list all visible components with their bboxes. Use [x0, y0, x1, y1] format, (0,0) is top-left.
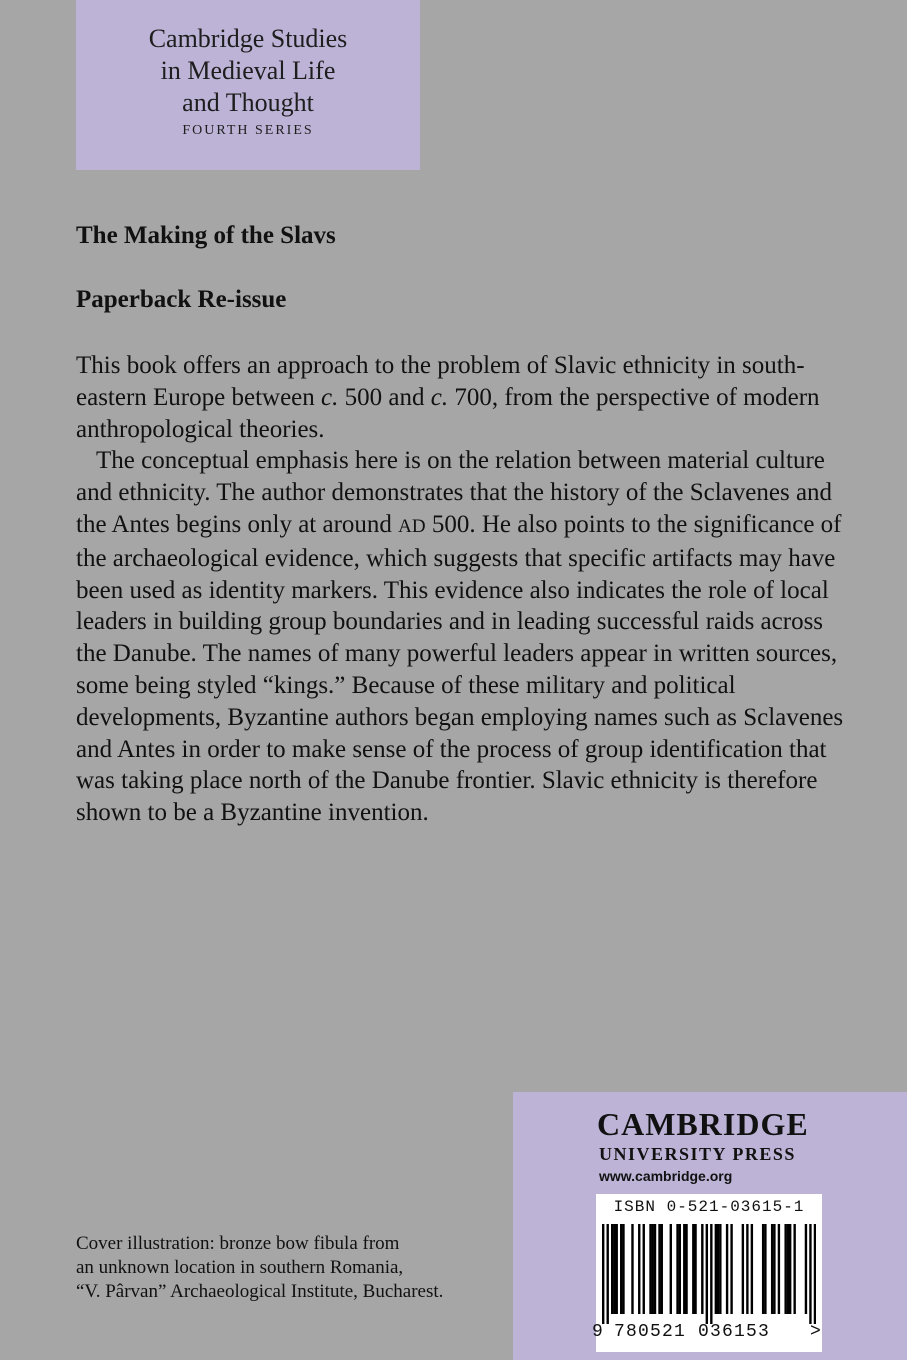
barcode-bar: [622, 1224, 624, 1314]
publisher-name: CAMBRIDGE: [597, 1106, 809, 1142]
credit-line-3: “V. Pârvan” Archaeological Institute, Bucharest.: [76, 1281, 444, 1302]
credit-line-1: Cover illustration: bronze bow fibula from: [76, 1233, 400, 1254]
barcode-bar: [649, 1224, 651, 1314]
barcode-bar: [676, 1224, 678, 1314]
publisher-url: www.cambridge.org: [599, 1168, 733, 1184]
barcode-bar: [719, 1224, 721, 1314]
barcode-bar: [742, 1224, 744, 1314]
barcode-bar: [730, 1224, 732, 1314]
barcode-bar: [787, 1224, 789, 1314]
ad-abbrev: AD: [398, 515, 426, 537]
barcode-bar: [607, 1224, 609, 1324]
blurb-paragraph-1: [76, 350, 846, 445]
barcode-bar: [701, 1224, 703, 1314]
barcode-bar: [814, 1224, 816, 1324]
barcode-bar: [654, 1224, 656, 1314]
barcode-bar: [778, 1224, 780, 1314]
barcode-icon: [602, 1224, 816, 1324]
ean-arrow: >: [810, 1322, 821, 1342]
blurb-text: This book offers an approach to the problem of Slavic ethnicity in south-eastern Europe between: [76, 352, 805, 411]
barcode-bar: [706, 1224, 708, 1324]
barcode-bar: [764, 1224, 766, 1314]
barcode-bar: [638, 1224, 640, 1314]
ean-first-digit: 9: [592, 1322, 603, 1342]
barcode-bar: [631, 1224, 633, 1314]
edition-label: Paperback Re-issue: [76, 286, 287, 313]
circa-abbrev: c.: [321, 383, 339, 411]
ean-rest-digits: 780521 036153: [614, 1322, 771, 1342]
barcode-label: [592, 1194, 822, 1352]
barcode-bar: [670, 1224, 672, 1314]
barcode-bar: [683, 1224, 685, 1314]
barcode-bar: [771, 1224, 773, 1314]
book-title: The Making of the Slavs: [76, 222, 336, 249]
barcode-bar: [658, 1224, 660, 1314]
barcode-bar: [715, 1224, 717, 1314]
blurb-text: 700, from the perspective of modern anthropological theories.: [76, 383, 820, 443]
blurb-paragraph-2: [76, 445, 846, 829]
barcode-bar: [692, 1224, 694, 1314]
blurb: [76, 350, 846, 829]
series-subtitle: FOURTH SERIES: [182, 123, 314, 138]
barcode-bar: [710, 1224, 712, 1324]
series-line-2: in Medieval Life: [160, 56, 336, 85]
barcode-bar: [805, 1224, 807, 1314]
barcode-bar: [652, 1224, 654, 1314]
barcode-bar: [611, 1224, 613, 1314]
barcode-bar: [793, 1224, 795, 1314]
cover-credit: [76, 1232, 443, 1304]
publisher-subtitle: UNIVERSITY PRESS: [599, 1144, 796, 1164]
barcode-bar: [661, 1224, 663, 1314]
series-line-1: Cambridge Studies: [148, 24, 348, 53]
blurb-text: The conceptual emphasis here is on the relation between material culture and ethnicity. The author demonstrates that the history of the Sclavenes and the Antes begins only at around: [76, 447, 833, 538]
barcode-bar: [751, 1224, 753, 1314]
barcode-bar: [685, 1224, 687, 1314]
barcode-bar: [643, 1224, 645, 1314]
blurb-text: 500. He also points to the significance of the archaeological evidence, which suggests that specific artifacts may have been used as identity markers. This evidence also indicates the role of local leaders in building group boundaries and in leading successful raids across the Danube. The names of many powerful leaders appear in written sources, some being styled “kings.” Because of these military and political developments, Byzantine authors began employing names such as Sclavenes and Antes in order to make sense of the process of group identification that was taking place north of the Danube frontier. Slavic ethnicity is therefore shown to be a Byzantine invention.: [76, 510, 844, 827]
barcode-bar: [717, 1224, 719, 1314]
barcode-bar: [789, 1224, 791, 1314]
isbn-text: ISBN 0-521-03615-1: [613, 1198, 805, 1216]
barcode-bar: [726, 1224, 728, 1314]
credit-line-2: an unknown location in southern Romania,: [76, 1257, 404, 1278]
barcode-bar: [694, 1224, 696, 1314]
circa-abbrev: c.: [430, 383, 449, 411]
barcode-bar: [616, 1224, 618, 1314]
blurb-text: 500 and: [338, 383, 431, 411]
barcode-bar: [746, 1224, 748, 1314]
barcode-bar: [762, 1224, 764, 1314]
barcode-bar: [613, 1224, 615, 1314]
barcode-bar: [620, 1224, 622, 1314]
barcode-bar: [679, 1224, 681, 1314]
barcode-bar: [602, 1224, 604, 1324]
barcode-bar: [809, 1224, 811, 1324]
series-panel: [76, 0, 420, 170]
barcode-bar: [784, 1224, 786, 1314]
publisher-panel: [513, 1092, 907, 1360]
series-line-3: and Thought: [182, 88, 314, 117]
barcode-bar: [773, 1224, 775, 1314]
